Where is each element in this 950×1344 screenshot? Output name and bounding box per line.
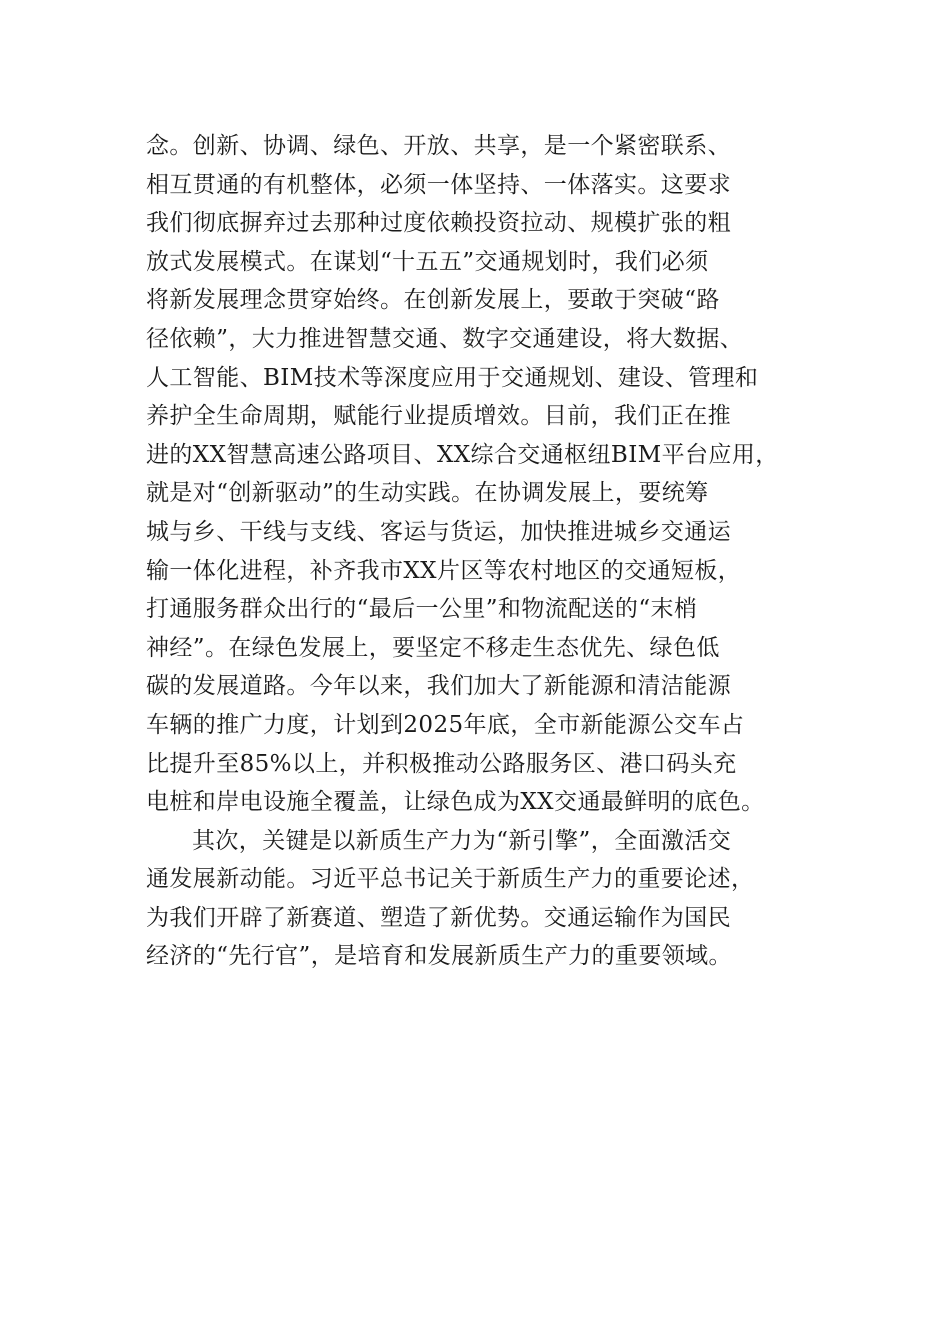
text-line: 通发展新动能。习近平总书记关于新质生产力的重要论述， [146,866,755,893]
text-line: 将新发展理念贯穿始终。在创新发展上，要敢于突破“路 [146,287,720,314]
text-line: 养护全生命周期，赋能行业提质增效。目前，我们正在推 [146,403,731,430]
text-line: 为我们开辟了新赛道、塑造了新优势。交通运输作为国民 [146,904,731,931]
text-line: 念。创新、协调、绿色、开放、共享，是一个紧密联系、 [146,133,731,159]
text-line: 碳的发展道路。今年以来，我们加大了新能源和清洁能源 [146,673,731,700]
text-line: 车辆的推广力度，计划到2025年底，全市新能源公交车占 [146,711,745,738]
text-line: 输一体化进程，补齐我市XX片区等农村地区的交通短板， [146,557,742,584]
text-line: 径依赖”，大力推进智慧交通、数字交通建设，将大数据、 [146,325,744,352]
text-line: 相互贯通的有机整体，必须一体坚持、一体落实。这要求 [146,171,731,198]
text-line: 就是对“创新驱动”的生动实践。在协调发展上，要统筹 [146,480,709,507]
text-line: 比提升至85%以上，并积极推动公路服务区、港口码头充 [146,750,737,777]
text-line: 打通服务群众出行的“最后一公里”和物流配送的“末梢 [146,596,698,623]
text-line: 城与乡、干线与支线、客运与货运，加快推进城乡交通运 [146,518,731,545]
text-line: 神经”。在绿色发展上，要坚定不移走生态优先、绿色低 [146,634,720,661]
document-body [146,127,846,976]
text-line: 我们彻底摒弃过去那种过度依赖投资拉动、规模扩张的粗 [146,210,731,237]
paragraph-start-line: 其次，关键是以新质生产力为“新引擎”，全面激活交 [192,827,732,854]
text-line: 经济的“先行官”，是培育和发展新质生产力的重要领域。 [146,943,732,970]
text-line: 人工智能、BIM技术等深度应用于交通规划、建设、管理和 [146,364,759,391]
text-line: 放式发展模式。在谋划“十五五”交通规划时，我们必须 [146,248,709,275]
text-line: 进的XX智慧高速公路项目、XX综合交通枢纽BIM平台应用， [146,441,779,468]
text-line: 电桩和岸电设施全覆盖，让绿色成为XX交通最鲜明的底色。 [146,789,765,816]
